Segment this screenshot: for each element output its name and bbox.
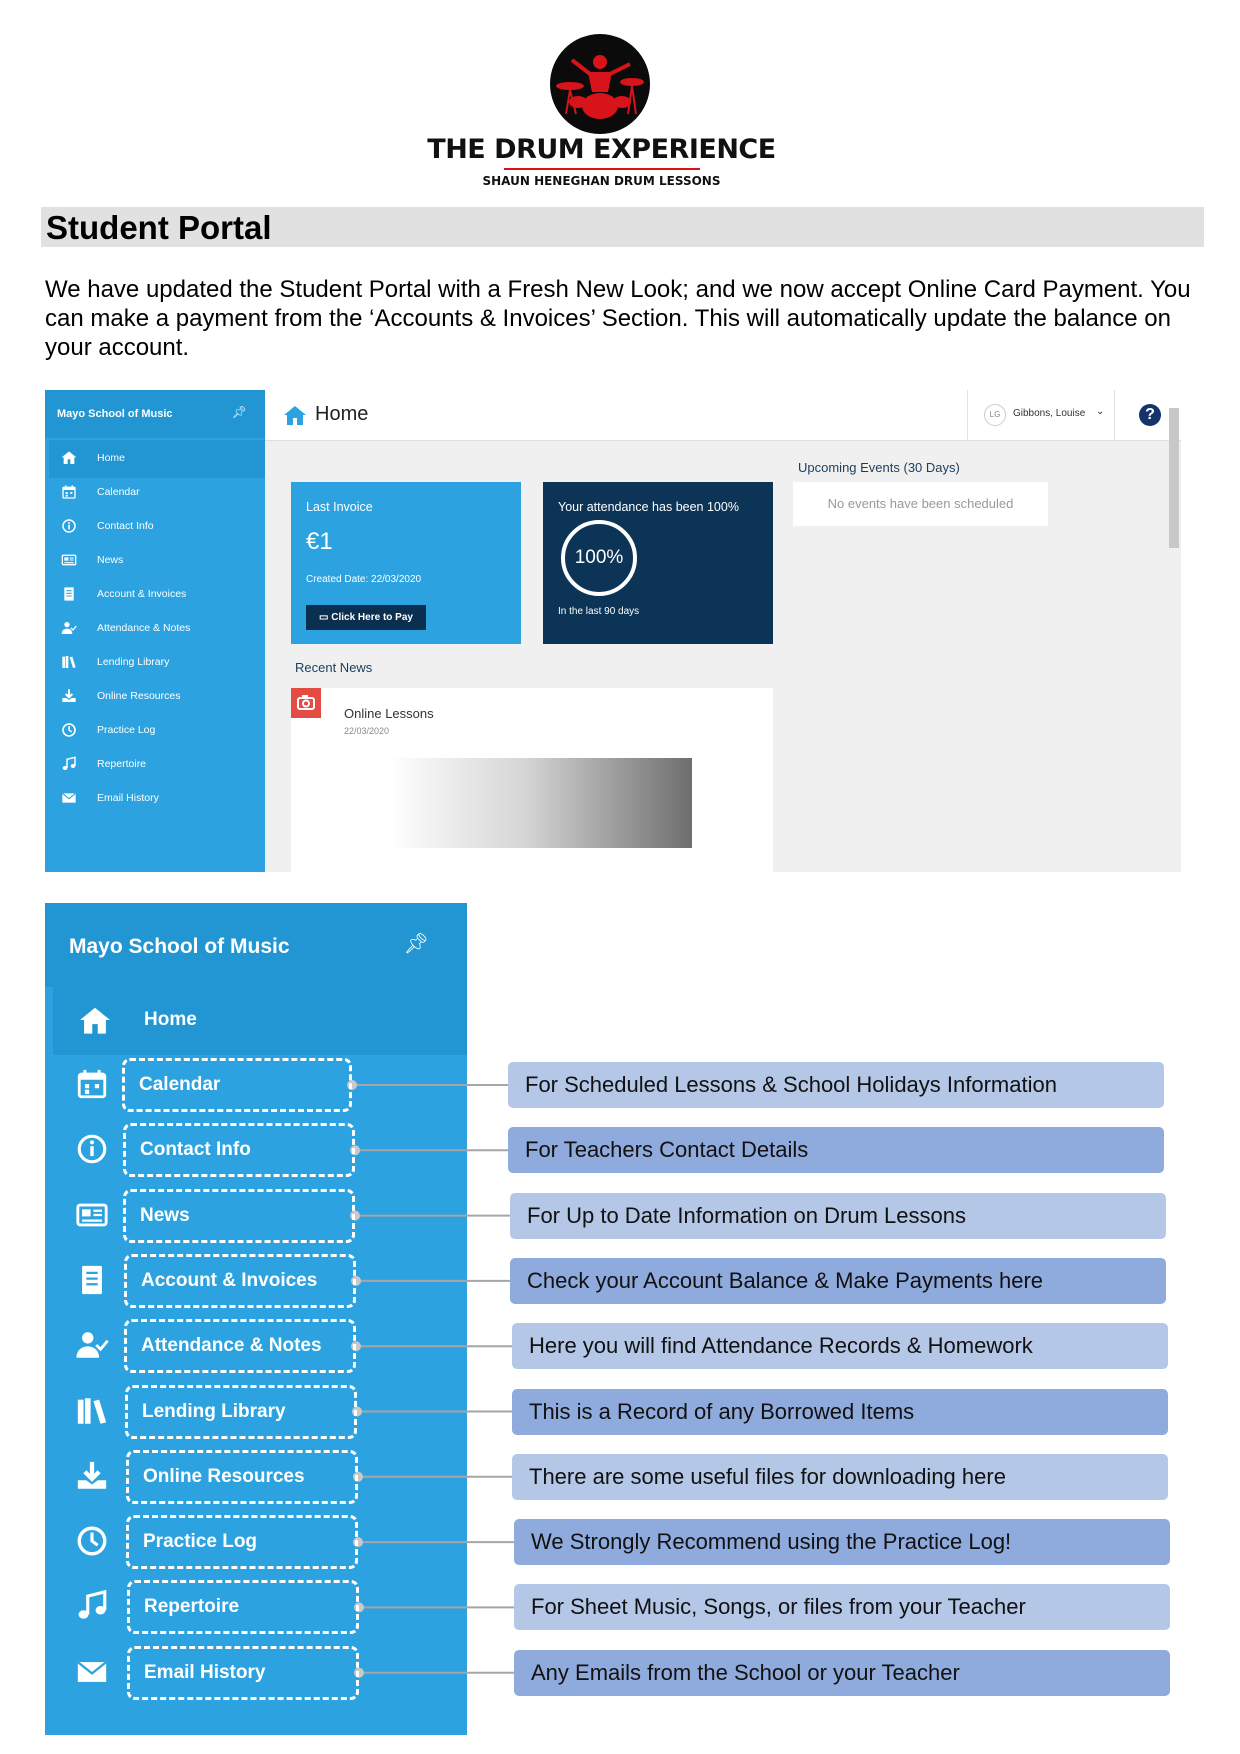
invoice-title: Last Invoice <box>306 500 373 514</box>
news-title: Online Lessons <box>344 706 434 721</box>
guide-home-label: Home <box>144 1009 197 1030</box>
guide-school-name: Mayo School of Music <box>69 935 290 958</box>
sidebar-item-label: Email History <box>97 792 159 804</box>
guide-item-online-resources <box>126 1450 358 1504</box>
card-icon: ▭ <box>319 612 329 623</box>
attendance-title: Your attendance has been 100% <box>558 500 739 514</box>
callout-description: This is a Record of any Borrowed Items <box>512 1389 1168 1435</box>
guide-item-lending-library <box>125 1385 357 1439</box>
guide-item-label: Contact Info <box>140 1139 251 1161</box>
chevron-down-icon: ⌄ <box>1096 406 1105 417</box>
avatar: LG <box>984 404 1006 426</box>
no-events-message: No events have been scheduled <box>793 482 1048 526</box>
guide-item-news <box>123 1189 355 1243</box>
recent-news-title: Recent News <box>295 660 373 675</box>
guide-item-calendar <box>122 1058 352 1112</box>
callout-description: We Strongly Recommend using the Practice Log! <box>514 1519 1170 1565</box>
school-name: Mayo School of Music <box>57 408 173 420</box>
invoice-icon <box>75 1263 111 1299</box>
clock-icon <box>75 1524 111 1560</box>
guide-item-contact-info <box>123 1123 355 1177</box>
guide-item-repertoire <box>127 1580 359 1634</box>
calendar-icon <box>75 1067 111 1103</box>
envelope-icon <box>75 1655 111 1691</box>
guide-item-practice-log <box>126 1515 358 1569</box>
callout-description: There are some useful files for downloading here <box>512 1454 1168 1500</box>
sidebar-item-label: News <box>97 554 124 566</box>
guide-item-label: Lending Library <box>142 1400 286 1422</box>
info-icon <box>75 1132 111 1168</box>
guide-item-label: Repertoire <box>144 1596 240 1618</box>
brand-name: THE DRUM EXPERIENCE <box>427 134 776 165</box>
guide-item-email-history <box>127 1646 359 1700</box>
pin-icon[interactable]: 📌︎ <box>231 405 247 419</box>
section-title: Student Portal <box>46 209 272 246</box>
sidebar-item-label: Calendar <box>97 486 140 498</box>
guide-item-label: Online Resources <box>143 1465 305 1487</box>
attendance-period: In the last 90 days <box>558 606 640 617</box>
sidebar-item-label: Attendance & Notes <box>97 622 191 634</box>
download-icon <box>75 1459 111 1495</box>
callout-description: For Scheduled Lessons & School Holidays Information <box>508 1062 1164 1108</box>
guide-item-label: Account & Invoices <box>141 1269 318 1291</box>
intro-paragraph: We have updated the Student Portal with a Fresh New Look; and we now accept Online Card Payment. You can make a payment from the ‘Accounts & Invoices’ Section. This will automatically update the balance on your account. <box>45 276 1191 361</box>
sidebar-item-label: Practice Log <box>97 724 156 736</box>
news-date: 22/03/2020 <box>344 726 390 736</box>
upcoming-events-title: Upcoming Events (30 Days) <box>798 460 960 475</box>
sidebar-item-label: Online Resources <box>97 690 181 702</box>
guide-item-attendance-notes <box>124 1319 356 1373</box>
music-note-icon <box>75 1589 111 1625</box>
sidebar-item-label: Lending Library <box>97 656 170 668</box>
callout-description: For Teachers Contact Details <box>508 1127 1164 1173</box>
sidebar-item-label: Repertoire <box>97 758 147 770</box>
news-icon <box>75 1198 111 1234</box>
attendance-ring: 100% <box>561 520 637 596</box>
guide-item-label: Practice Log <box>143 1531 258 1553</box>
guide-item-label: News <box>140 1204 190 1226</box>
invoice-amount: €1 <box>306 528 333 555</box>
pin-icon: 📌︎ <box>403 933 429 955</box>
guide-item-label: Calendar <box>139 1074 221 1095</box>
user-name: Gibbons, Louise <box>1013 408 1086 419</box>
callout-description: Here you will find Attendance Records & Homework <box>512 1323 1168 1369</box>
callout-description: For Sheet Music, Songs, or files from your Teacher <box>514 1584 1170 1630</box>
page-title: Home <box>315 403 369 425</box>
callout-description: For Up to Date Information on Drum Lessons <box>510 1193 1166 1239</box>
callout-description: Check your Account Balance & Make Payments here <box>510 1258 1166 1304</box>
sidebar-item-label: Contact Info <box>97 520 154 532</box>
guide-item-account-invoices <box>124 1254 356 1308</box>
invoice-created-date: Created Date: 22/03/2020 <box>306 574 422 585</box>
library-icon <box>75 1394 111 1430</box>
user-check-icon <box>75 1328 111 1364</box>
help-button[interactable]: ? <box>1139 404 1161 426</box>
callout-description: Any Emails from the School or your Teacher <box>514 1650 1170 1696</box>
guide-item-label: Email History <box>144 1661 266 1683</box>
pay-button-label: Click Here to Pay <box>331 612 413 623</box>
brand-subtitle: SHAUN HENEGHAN DRUM LESSONS <box>482 174 721 188</box>
sidebar-item-label: Home <box>97 452 126 464</box>
sidebar-item-label: Account & Invoices <box>97 588 187 600</box>
guide-item-label: Attendance & Notes <box>141 1335 322 1357</box>
